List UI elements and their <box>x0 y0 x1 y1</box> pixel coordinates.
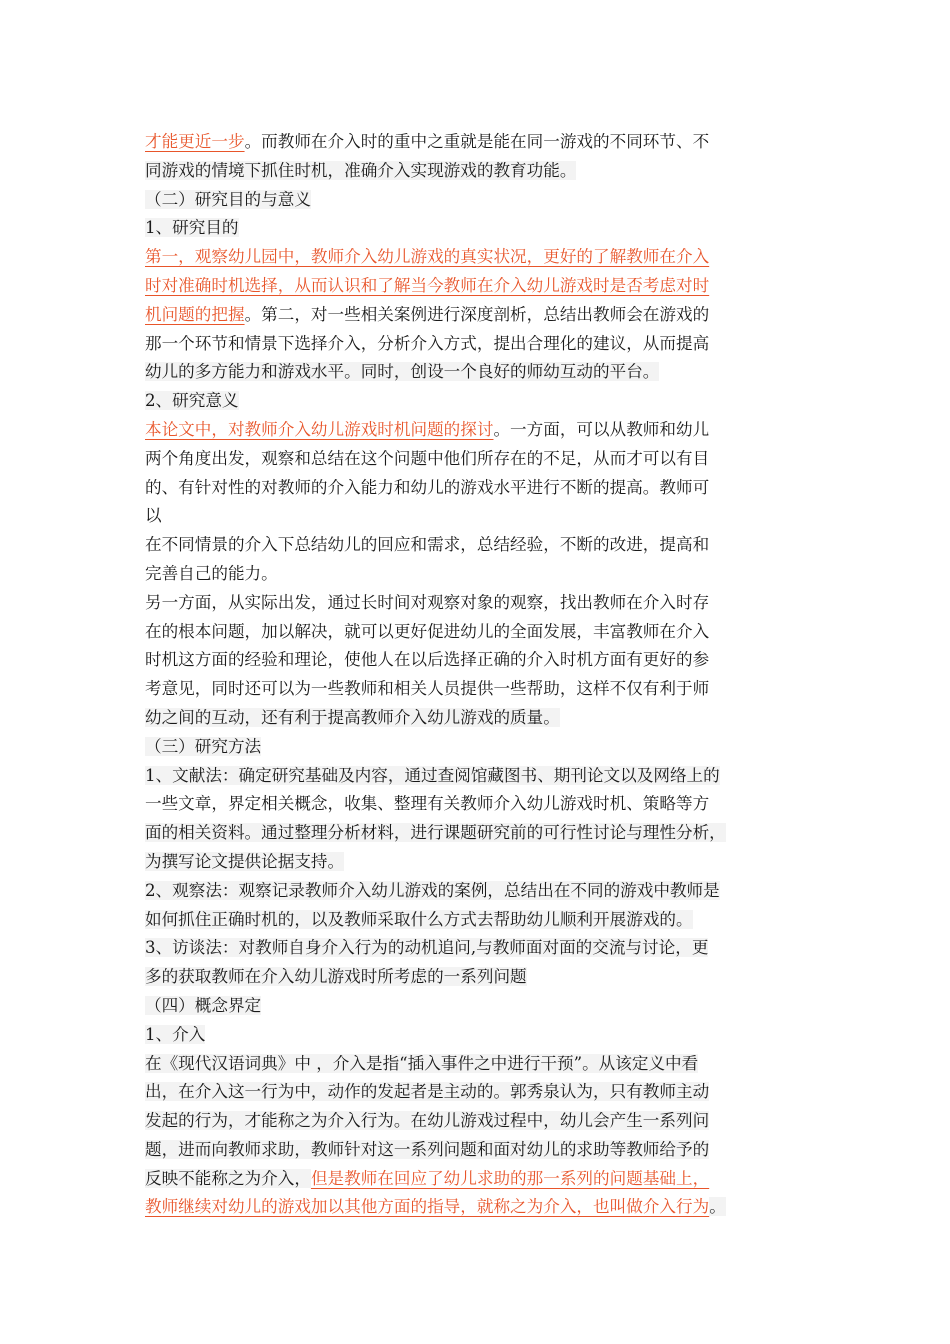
text-line <box>145 330 810 359</box>
text-line <box>145 214 810 243</box>
text-line <box>145 762 810 791</box>
text-line <box>145 646 810 675</box>
highlighted-text: 教师继续对幼儿的游戏加以其他方面的指导，就称之为介入，也叫做介入行为 <box>145 1197 710 1217</box>
body-text: 在的根本问题，加以解决，就可以更好促进幼儿的全面发展，丰富教师在介入 <box>145 621 710 641</box>
text-line <box>145 186 810 215</box>
body-text: 的、有针对性的对教师的介入能力和幼儿的游戏水平进行不断的提高。教师可 <box>145 477 710 497</box>
body-text: 以 <box>145 506 162 526</box>
body-text: 考意见，同时还可以为一些教师和相关人员提供一些帮助，这样不仅有利于师 <box>145 679 710 699</box>
text-line <box>145 1021 810 1050</box>
body-text: 1、介入 <box>145 1024 206 1044</box>
text-line <box>145 704 810 733</box>
text-line <box>145 618 810 647</box>
text-line <box>145 301 810 330</box>
body-text: 那一个环节和情景下选择介入，分析介入方式，提出合理化的建议，从而提高 <box>145 333 710 353</box>
text-line <box>145 474 810 503</box>
text-line <box>145 560 810 589</box>
text-line <box>145 733 810 762</box>
body-text: 。 <box>709 1197 726 1217</box>
text-line <box>145 1078 810 1107</box>
body-text: 多的获取教师在介入幼儿游戏时所考虑的一系列问题 <box>145 967 527 987</box>
text-line <box>145 1136 810 1165</box>
body-text: 在《现代汉语词典》中 ，介入是指“插入事件之中进行干预”。从该定义中看 <box>145 1053 699 1073</box>
body-text: 如何抓住正确时机的，以及教师采取什么方式去帮助幼儿顺利开展游戏的。 <box>145 909 693 929</box>
body-text: 出，在介入这一行为中，动作的发起者是主动的。郭秀泉认为，只有教师主动 <box>145 1082 710 1102</box>
body-text: 为撰写论文提供论据支持。 <box>145 851 345 871</box>
body-text: 。第二，对一些相关案例进行深度剖析，总结出教师会在游戏的 <box>244 304 710 324</box>
text-line <box>145 1050 810 1079</box>
highlighted-text: 机问题的把握 <box>145 304 245 324</box>
body-text: 时机这方面的经验和理论，使他人在以后选择正确的介入时机方面有更好的参 <box>145 650 710 670</box>
text-line <box>145 589 810 618</box>
body-text: 幼儿的多方能力和游戏水平。同时，创设一个良好的师幼互动的平台。 <box>145 362 660 382</box>
text-line <box>145 272 810 301</box>
body-text: 一些文章，界定相关概念，收集、整理有关教师介入幼儿游戏时机、策略等方 <box>145 794 710 814</box>
body-text: 。而教师在介入时的重中之重就是能在同一游戏的不同环节、不 <box>244 132 710 151</box>
body-text: 题，进而向教师求助，教师针对这一系列问题和面对幼儿的求助等教师给予的 <box>145 1139 710 1159</box>
text-line <box>145 157 810 186</box>
body-text: 3、访谈法：对教师自身介入行为的动机追问,与教师面对面的交流与讨论，更 <box>145 938 709 958</box>
body-text: 两个角度出发，观察和总结在这个问题中他们所存在的不足，从而才可以有目 <box>145 448 710 468</box>
text-line <box>145 387 810 416</box>
text-line <box>145 963 810 992</box>
text-line <box>145 502 810 531</box>
highlighted-text: 第一，观察幼儿园中，教师介入幼儿游戏的真实状况，更好的了解教师在介入 <box>145 247 710 267</box>
body-text: 面的相关资料。通过整理分析材料，进行课题研究前的可行性讨论与理性分析， <box>145 823 726 843</box>
text-line <box>145 358 810 387</box>
body-text: 1、文献法：确定研究基础及内容，通过查阅馆藏图书、期刊论文以及网络上的 <box>145 765 720 785</box>
text-line <box>145 243 810 272</box>
text-line <box>145 906 810 935</box>
text-line <box>145 790 810 819</box>
text-line <box>145 819 810 848</box>
body-text: 完善自己的能力。 <box>145 563 278 583</box>
body-text: 同游戏的情境下抓住时机，准确介入实现游戏的教育功能。 <box>145 160 577 180</box>
body-text: 另一方面，从实际出发，通过长时间对观察对象的观察，找出教师在介入时存 <box>145 592 710 612</box>
body-text: 2、观察法：观察记录教师介入幼儿游戏的案例，总结出在不同的游戏中教师是 <box>145 880 720 900</box>
text-line <box>145 1107 810 1136</box>
highlighted-text: 本论文中，对教师介入幼儿游戏时机问题的探讨 <box>145 419 494 439</box>
text-line <box>145 445 810 474</box>
body-text: （二）研究目的与意义 <box>145 189 311 209</box>
body-text: 发起的行为，才能称之为介入行为。在幼儿游戏过程中，幼儿会产生一系列问 <box>145 1111 710 1131</box>
text-line <box>145 992 810 1021</box>
text-line <box>145 934 810 963</box>
highlighted-text: 才能更近一步 <box>145 132 245 151</box>
body-text: （四）概念界定 <box>145 995 262 1015</box>
body-text: 反映不能称之为介入， <box>145 1168 311 1188</box>
body-text: 1、研究目的 <box>145 218 239 238</box>
text-line <box>145 877 810 906</box>
body-text: （三）研究方法 <box>145 736 262 756</box>
text-line <box>145 675 810 704</box>
body-text: 2、研究意义 <box>145 391 239 411</box>
text-line <box>145 128 810 157</box>
body-text: 。一方面，可以从教师和幼儿 <box>493 419 710 439</box>
highlighted-text: 但是教师在回应了幼儿求助的那一系列的问题基础上， <box>310 1168 710 1188</box>
body-text: 在不同情景的介入下总结幼儿的回应和需求，总结经验，不断的改进，提高和 <box>145 535 710 555</box>
text-line <box>145 848 810 877</box>
document-body <box>145 128 810 1222</box>
body-text: 幼之间的互动，还有利于提高教师介入幼儿游戏的质量。 <box>145 707 560 727</box>
highlighted-text: 时对准确时机选择，从而认识和了解当今教师在介入幼儿游戏时是否考虑对时 <box>145 275 710 295</box>
text-line <box>145 1193 810 1222</box>
text-line <box>145 416 810 445</box>
text-line <box>145 531 810 560</box>
text-line <box>145 1165 810 1194</box>
